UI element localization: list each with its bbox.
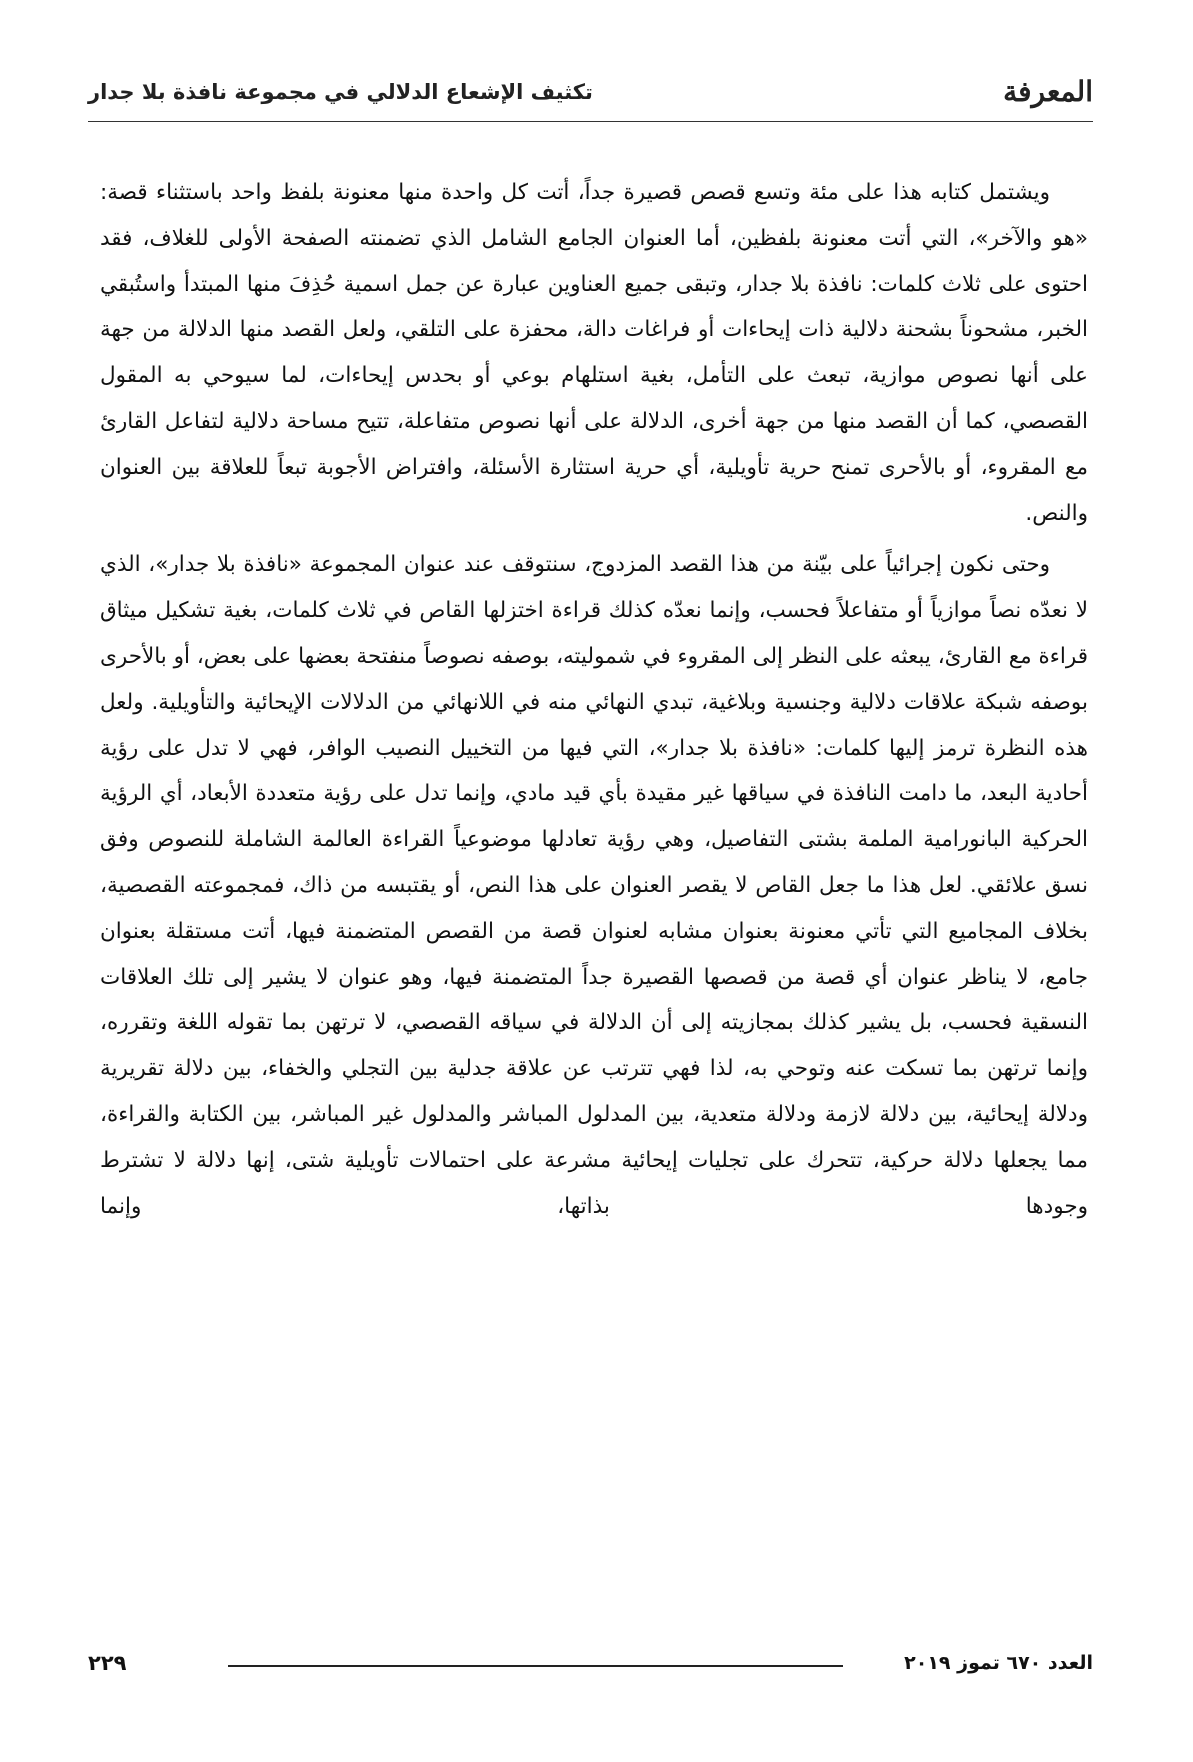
page-number: ٢٢٩ [88,1651,127,1675]
paragraph-1 [100,170,1088,536]
page-footer [88,1643,1093,1683]
paragraph-1-text: ويشتمل كتابه هذا على مئة وتسع قصص قصيرة جداً، أتت كل واحدة منها معنونة بلفظ واحد باستثناء قصة: «هو والآخر»، التي أتت معنونة بلفظين، أما العنوان الجامع الشامل الذي تضمنته الصفحة الأولى للغلاف، فقد احتوى على ثلاث كلمات: نافذة بلا جدار، وتبقى جميع العناوين عبارة عن جمل اسمية حُذِفَ منها المبتدأ واستُبقي الخبر، مشحوناً بشحنة دلالية ذات إيحاءات أو فراغات دالة، محفزة على التلقي، ولعل القصد منها الدلالة من جهة على أنها نصوص موازية، تبعث على التأمل، بغية استلهام بوعي أو بحدس إيحاءات، لما سيوحي به المقول القصصي، كما أن القصد منها من جهة أخرى، الدلالة على أنها نصوص متفاعلة، تتيح مساحة دلالية لتفاعل القارئ مع المقروء، أو بالأحرى تمنح حرية تأويلية، أي حرية استثارة الأسئلة، وافتراض الأجوبة تبعاً للعلاقة بين العنوان والنص. [100,180,1088,526]
issue-info: العدد ٦٧٠ تموز ٢٠١٩ [904,1652,1093,1674]
paragraph-2-text: وحتى نكون إجرائياً على بيّنة من هذا القصد المزدوج، سنتوقف عند عنوان المجموعة «نافذة بلا جدار»، الذي لا نعدّه نصاً موازياً أو متفاعلاً فحسب، وإنما نعدّه كذلك قراءة اختزلها القاص في ثلاث كلمات، بغية تشكيل ميثاق قراءة مع القارئ، يبعثه على النظر إلى المقروء في شموليته، بوصفه نصوصاً منفتحة بعضها على بعض، أو بالأحرى بوصفه شبكة علاقات دلالية وجنسية وبلاغية، تبدي النهائي منه في اللانهائي من الدلالات الإيحائية والتأويلية. ولعل هذه النظرة ترمز إليها كلمات: «نافذة بلا جدار»، التي فيها من التخييل النصيب الوافر، فهي لا تدل على رؤية أحادية البعد، ما دامت النافذة في سياقها غير مقيدة بأي قيد مادي، وإنما تدل على رؤية متعددة الأبعاد، أي الرؤية الحركية البانورامية الملمة بشتى التفاصيل، وهي رؤية تعادلها موضوعياً القراءة العالمة الشاملة للنصوص وفق نسق علائقي. لعل هذا ما جعل القاص لا يقصر العنوان على هذا النص، أو يقتبسه من ذاك، فمجموعته القصصية، بخلاف المجاميع التي تأتي معنونة بعنوان مشابه لعنوان قصة من القصص المتضمنة فيها، أتت مستقلة بعنوان جامع، لا يناظر عنوان أي قصة من قصصها القصيرة جداً المتضمنة فيها، وهو عنوان لا يشير إلى تلك العلاقات النسقية فحسب، بل يشير كذلك بمجازيته إلى أن الدلالة في سياقه القصصي، لا ترتهن بما تقوله اللغة وتقرره، وإنما ترتهن بما تسكت عنه وتوحي به، لذا فهي تترتب عن علاقة جدلية بين التجلي والخفاء، بين دلالة تقريرية ودلالة إيحائية، بين دلالة لازمة ودلالة متعدية، بين المدلول المباشر والمدلول غير المباشر، بين الكتابة والقراءة، مما يجعلها دلالة حركية، تتحرك على تجليات إيحائية مشرعة على احتمالات تأويلية شتى، إنها دلالة لا تشترط وجودها بذاتها، وإنما [100,552,1088,1219]
paragraph-2 [100,542,1088,1229]
running-title: تكثيف الإشعاع الدلالي في مجموعة نافذة بلا جدار [88,80,593,104]
page-header [88,72,1093,112]
header-divider [88,121,1093,122]
journal-logo: المعرفة [1003,75,1093,108]
article-body [100,170,1088,1229]
footer-divider [228,1665,843,1667]
